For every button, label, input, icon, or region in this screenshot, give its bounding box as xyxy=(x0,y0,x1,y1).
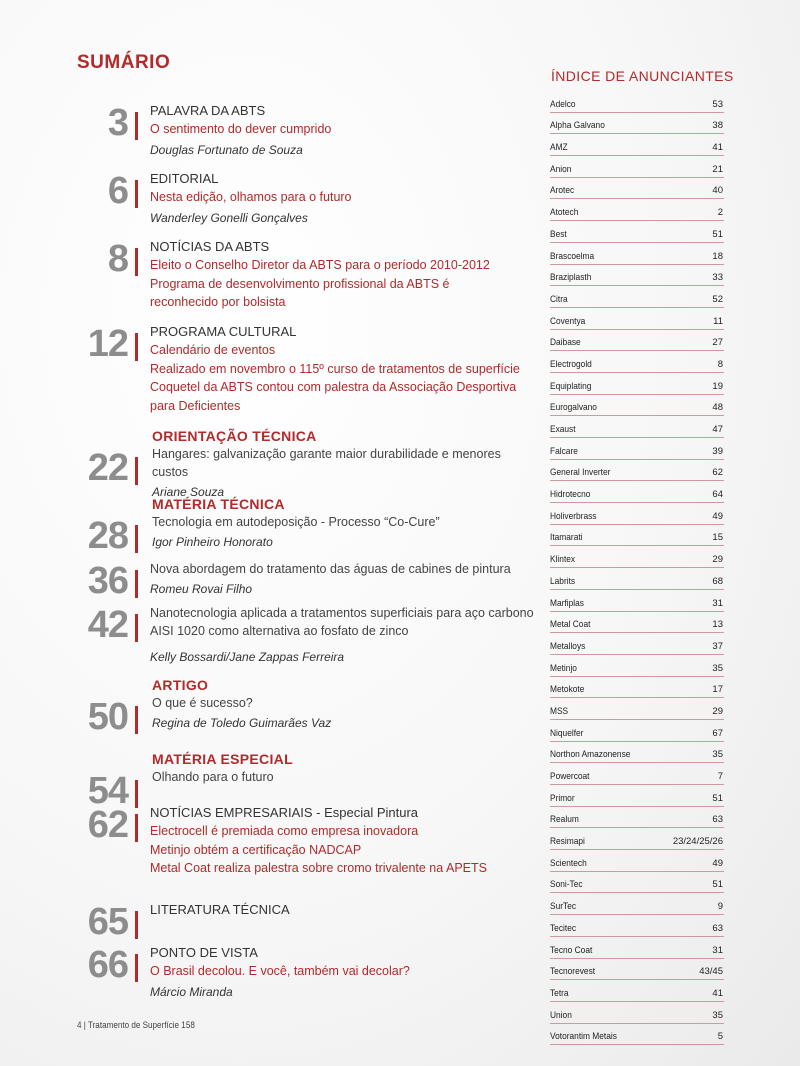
advertiser-name: Labrits xyxy=(550,575,576,587)
toc-article-title[interactable]: Coquetel da ABTS contou com palestra da Associação Desportiva xyxy=(150,380,517,394)
advertiser-pages: 43/45 xyxy=(699,966,723,978)
advertisers-index xyxy=(550,91,724,1045)
advertiser-row[interactable] xyxy=(550,785,724,807)
advertiser-pages: 68 xyxy=(712,575,723,587)
page-number: 66 xyxy=(87,944,128,986)
advertiser-row[interactable] xyxy=(550,286,724,308)
advertiser-name: Metalloys xyxy=(550,640,586,652)
advertiser-pages: 35 xyxy=(712,662,723,674)
toc-heading: NOTÍCIAS DA ABTS xyxy=(150,239,270,254)
toc-entry-text xyxy=(150,323,540,415)
toc-heading: NOTÍCIAS EMPRESARIAIS - Especial Pintura xyxy=(150,805,419,820)
advertiser-name: Metokote xyxy=(550,684,585,696)
toc-author: Regina de Toledo Guimarães Vaz xyxy=(152,716,332,730)
advertiser-row[interactable] xyxy=(550,763,724,785)
advertiser-name: Citra xyxy=(550,293,568,305)
toc-entry-text xyxy=(150,495,540,551)
advertiser-pages: 11 xyxy=(713,315,723,327)
divider-bar xyxy=(135,706,138,734)
advertiser-pages: 17 xyxy=(712,684,723,696)
page-number: 28 xyxy=(87,515,128,557)
advertiser-row[interactable] xyxy=(550,1024,724,1046)
advertiser-row[interactable] xyxy=(550,221,724,243)
advertiser-row[interactable] xyxy=(550,893,724,915)
advertiser-name: Itamarati xyxy=(550,532,583,544)
advertiser-pages: 52 xyxy=(712,293,723,305)
toc-entry-text xyxy=(150,238,540,312)
divider-bar xyxy=(135,112,138,140)
toc-article-title[interactable]: Realizado em novembro o 115º curso de tratamentos de superfície xyxy=(150,361,520,376)
advertiser-row[interactable] xyxy=(550,460,724,482)
advertiser-name: Atotech xyxy=(550,207,579,219)
advertiser-row[interactable] xyxy=(550,156,724,178)
advertiser-name: Coventya xyxy=(550,315,586,327)
divider-bar xyxy=(135,180,138,208)
advertiser-pages: 15 xyxy=(712,532,723,544)
advertiser-pages: 51 xyxy=(712,792,723,804)
advertiser-pages: 8 xyxy=(717,358,723,370)
advertiser-pages: 31 xyxy=(712,597,723,609)
advertiser-name: Tetra xyxy=(550,987,569,999)
toc-entry-text xyxy=(150,604,540,666)
advertiser-name: Alpha Galvano xyxy=(550,120,605,132)
advertiser-row[interactable] xyxy=(550,330,724,352)
advertiser-pages: 18 xyxy=(712,250,723,262)
divider-bar xyxy=(135,614,138,642)
advertiser-name: Metal Coat xyxy=(550,619,591,631)
toc-article-title[interactable]: Nesta edição, olhamos para o futuro xyxy=(150,190,352,204)
toc-author: Igor Pinheiro Honorato xyxy=(152,535,273,549)
toc-entry-text xyxy=(150,804,540,878)
advertiser-row[interactable] xyxy=(550,373,724,395)
toc-article-title[interactable]: Calendário de eventos xyxy=(150,343,276,357)
advertiser-row[interactable] xyxy=(550,720,724,742)
advertiser-row[interactable] xyxy=(550,481,724,503)
advertiser-pages: 41 xyxy=(712,142,723,154)
advertiser-pages: 35 xyxy=(712,749,723,761)
page-number: 36 xyxy=(87,560,128,602)
page-number: 50 xyxy=(87,696,128,738)
toc-article-title[interactable]: para Deficientes xyxy=(150,398,241,413)
toc-entry-text xyxy=(150,750,540,786)
advertiser-pages: 63 xyxy=(712,922,723,934)
toc-article-title[interactable]: Hangares: galvanização garante maior durabilidade e menores custos xyxy=(152,447,501,479)
advertiser-row[interactable] xyxy=(550,590,724,612)
advertiser-row[interactable] xyxy=(550,308,724,330)
toc-article-title[interactable]: Metal Coat realiza palestra sobre cromo trivalente na APETS xyxy=(150,861,487,875)
advertiser-name: Marfiplas xyxy=(550,597,584,609)
page-number: 42 xyxy=(87,604,128,646)
advertiser-row[interactable] xyxy=(550,503,724,525)
toc-author: Douglas Fortunato de Souza xyxy=(150,142,303,157)
advertiser-name: Braziplasth xyxy=(550,272,592,284)
toc-author: Wanderley Gonelli Gonçalves xyxy=(150,210,308,225)
advertiser-pages: 41 xyxy=(712,987,723,999)
advertiser-name: Eurogalvano xyxy=(550,402,597,414)
advertiser-row[interactable] xyxy=(550,698,724,720)
advertiser-name: Anion xyxy=(550,163,572,175)
advertiser-row[interactable] xyxy=(550,1002,724,1024)
toc-author: Romeu Rovai Filho xyxy=(150,582,253,596)
toc-entry-text xyxy=(150,427,540,501)
advertiser-pages: 19 xyxy=(712,380,723,392)
advertiser-pages: 51 xyxy=(712,228,723,240)
advertiser-row[interactable] xyxy=(550,677,724,699)
advertiser-pages: 64 xyxy=(712,489,723,501)
advertiser-name: Daibase xyxy=(550,337,581,349)
advertiser-row[interactable] xyxy=(550,612,724,634)
advertiser-row[interactable] xyxy=(550,416,724,438)
toc-article-title[interactable]: Programa de desenvolvimento profissional da ABTS é xyxy=(150,276,450,291)
toc-article-title[interactable]: O Brasil decolou. E você, também vai decolar? xyxy=(150,964,410,978)
advertiser-name: Primor xyxy=(550,792,575,804)
advertiser-row[interactable] xyxy=(550,807,724,829)
advertiser-row[interactable] xyxy=(550,742,724,764)
page-number: 65 xyxy=(87,901,128,943)
advertiser-name: Scientech xyxy=(550,857,587,869)
toc-article-title[interactable]: Metinjo obtém a certificação NADCAP xyxy=(150,842,362,857)
page-number: 6 xyxy=(107,170,128,212)
divider-bar xyxy=(135,814,138,842)
advertiser-name: Tecno Coat xyxy=(550,944,593,956)
advertiser-pages: 49 xyxy=(712,510,723,522)
advertiser-name: Votorantim Metais xyxy=(550,1031,617,1043)
advertiser-row[interactable] xyxy=(550,546,724,568)
toc-heading: PALAVRA DA ABTS xyxy=(150,103,266,118)
divider-bar xyxy=(135,457,138,485)
page-number: 8 xyxy=(107,238,128,280)
advertiser-pages: 63 xyxy=(712,814,723,826)
advertiser-row[interactable] xyxy=(550,959,724,981)
advertiser-row[interactable] xyxy=(550,872,724,894)
advertiser-pages: 49 xyxy=(712,857,723,869)
advertiser-row[interactable] xyxy=(550,351,724,373)
toc-heading: EDITORIAL xyxy=(150,171,219,186)
advertiser-name: Hidrotecno xyxy=(550,489,591,501)
advertiser-name: Metinjo xyxy=(550,662,577,674)
divider-bar xyxy=(135,911,138,939)
advertiser-pages: 21 xyxy=(712,163,723,175)
advertiser-name: Soni-Tec xyxy=(550,879,583,891)
advertiser-pages: 7 xyxy=(717,771,723,782)
advertiser-row[interactable] xyxy=(550,915,724,937)
toc-heading: LITERATURA TÉCNICA xyxy=(150,902,290,917)
advertiser-name: Best xyxy=(550,228,567,240)
advertiser-name: Arotec xyxy=(550,185,575,197)
advertiser-row[interactable] xyxy=(550,113,724,135)
advertiser-row[interactable] xyxy=(550,178,724,200)
advertiser-name: General Inverter xyxy=(550,467,611,479)
toc-author: Kelly Bossardi/Jane Zappas Ferreira xyxy=(150,650,345,664)
advertiser-name: Adelco xyxy=(550,98,576,110)
advertiser-name: SurTec xyxy=(550,901,577,913)
advertiser-pages: 29 xyxy=(712,705,723,717)
advertiser-name: Union xyxy=(550,1009,572,1021)
advertiser-name: Northon Amazonense xyxy=(550,749,631,761)
advertiser-name: Realum xyxy=(550,814,579,826)
page-number: 22 xyxy=(87,447,128,489)
advertiser-pages: 9 xyxy=(717,901,723,913)
advertiser-pages: 47 xyxy=(712,424,723,435)
toc-article-title[interactable]: O sentimento do dever cumprido xyxy=(150,122,332,136)
advertiser-row[interactable] xyxy=(550,134,724,156)
page-number: 54 xyxy=(87,770,128,812)
divider-bar xyxy=(135,333,138,361)
page-number: 62 xyxy=(87,804,128,846)
toc-heading: PONTO DE VISTA xyxy=(150,945,258,960)
advertiser-name: Electrogold xyxy=(550,358,592,370)
advertiser-name: Tecitec xyxy=(550,922,577,934)
advertiser-pages: 33 xyxy=(712,272,723,284)
advertiser-pages: 13 xyxy=(712,619,723,631)
divider-bar xyxy=(135,525,138,553)
toc-article-title[interactable]: Olhando para o futuro xyxy=(152,770,274,784)
divider-bar xyxy=(135,248,138,276)
advertiser-name: AMZ xyxy=(550,142,568,154)
toc-article-title[interactable]: O que é sucesso? xyxy=(152,696,253,710)
advertiser-row[interactable] xyxy=(550,633,724,655)
advertisers-index-title: ÍNDICE DE ANUNCIANTES xyxy=(551,68,734,84)
toc-entry-text xyxy=(150,102,540,159)
toc-article-title[interactable]: Eleito o Conselho Diretor da ABTS para o período 2010-2012 xyxy=(150,258,490,272)
advertiser-row[interactable] xyxy=(550,199,724,221)
toc-article-title[interactable]: Nanotecnologia aplicada a tratamentos superficiais para aço carbono xyxy=(150,606,534,620)
section-heading: MATÉRIA TÉCNICA xyxy=(152,496,285,512)
advertiser-pages: 23/24/25/26 xyxy=(672,836,723,848)
page-number: 3 xyxy=(107,102,128,144)
page-number: 12 xyxy=(87,323,128,365)
advertiser-name: Powercoat xyxy=(550,771,590,782)
toc-entry-text xyxy=(150,944,540,1001)
advertiser-pages: 51 xyxy=(712,879,723,891)
advertiser-name: Equiplating xyxy=(550,380,592,392)
advertiser-row[interactable] xyxy=(550,265,724,287)
advertiser-name: Holiverbrass xyxy=(550,510,597,522)
advertiser-row[interactable] xyxy=(550,655,724,677)
toc-article-title[interactable]: reconhecido por bolsista xyxy=(150,295,286,309)
advertiser-pages: 53 xyxy=(712,98,723,110)
divider-bar xyxy=(135,954,138,982)
advertiser-pages: 67 xyxy=(712,727,723,739)
toc-entry-text xyxy=(150,676,540,732)
summary-title: SUMÁRIO xyxy=(77,52,171,73)
advertiser-pages: 27 xyxy=(712,337,723,349)
advertiser-row[interactable] xyxy=(550,850,724,872)
advertiser-row[interactable] xyxy=(550,937,724,959)
divider-bar xyxy=(135,570,138,598)
toc-article-title[interactable]: Electrocell é premiada como empresa inovadora xyxy=(150,824,419,838)
advertiser-name: Klintex xyxy=(550,554,576,566)
advertiser-name: Exaust xyxy=(550,424,576,435)
toc-article-title[interactable]: AISI 1020 como alternativa ao fosfato de zinco xyxy=(150,624,409,638)
advertiser-row[interactable] xyxy=(550,568,724,590)
advertiser-name: Resimapi xyxy=(550,836,585,848)
advertiser-pages: 39 xyxy=(712,445,723,457)
toc-entry-text xyxy=(150,901,540,919)
toc-entry-text xyxy=(150,560,540,598)
toc-author: Ariane Souza xyxy=(152,485,225,499)
advertiser-row[interactable] xyxy=(550,243,724,265)
advertiser-name: Tecnorevest xyxy=(550,966,596,978)
toc-heading: PROGRAMA CULTURAL xyxy=(150,324,297,339)
page-footer: 4 | Tratamento de Superfície 158 xyxy=(77,1020,195,1030)
advertiser-name: Falcare xyxy=(550,445,578,457)
advertiser-pages: 31 xyxy=(712,944,723,956)
advertiser-row[interactable] xyxy=(550,91,724,113)
advertiser-row[interactable] xyxy=(550,525,724,547)
section-heading: ARTIGO xyxy=(152,677,209,693)
toc-article-title[interactable]: Nova abordagem do tratamento das águas de cabines de pintura xyxy=(150,562,511,576)
advertiser-pages: 5 xyxy=(717,1031,723,1043)
advertiser-row[interactable] xyxy=(550,828,724,850)
section-heading: MATÉRIA ESPECIAL xyxy=(152,751,293,767)
toc-article-title[interactable]: Tecnologia em autodeposição - Processo “Co-Cure” xyxy=(152,515,440,529)
divider-bar xyxy=(135,780,138,808)
advertiser-pages: 2 xyxy=(717,207,723,219)
advertiser-pages: 37 xyxy=(712,640,723,652)
advertiser-row[interactable] xyxy=(550,395,724,417)
advertiser-pages: 38 xyxy=(712,120,723,132)
advertiser-row[interactable] xyxy=(550,438,724,460)
advertiser-pages: 48 xyxy=(712,402,723,414)
advertiser-name: Niquelfer xyxy=(550,727,584,739)
advertiser-pages: 40 xyxy=(712,185,723,197)
advertiser-pages: 35 xyxy=(712,1009,723,1021)
advertiser-pages: 29 xyxy=(712,554,723,566)
toc-entry-text xyxy=(150,170,540,227)
advertiser-name: Brascoelma xyxy=(550,250,595,262)
advertiser-row[interactable] xyxy=(550,980,724,1002)
advertiser-name: MSS xyxy=(550,705,569,717)
toc-author: Márcio Miranda xyxy=(150,984,233,999)
section-heading: ORIENTAÇÃO TÉCNICA xyxy=(152,428,317,444)
advertiser-pages: 62 xyxy=(712,467,723,479)
